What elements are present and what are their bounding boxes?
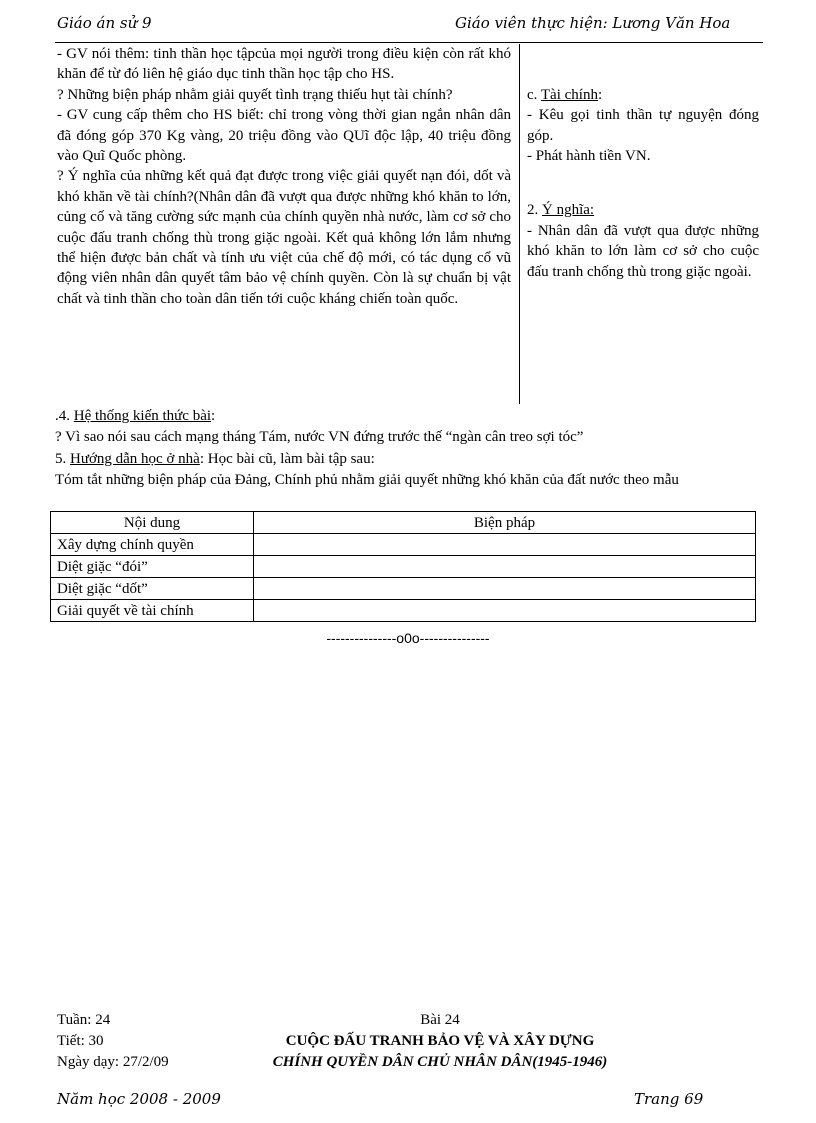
section-4-heading: .4. Hệ thống kiến thức bài: — [55, 408, 216, 424]
lesson-title-line-1: CUỘC ĐẤU TRANH BẢO VỆ VÀ XÂY DỰNG — [285, 1033, 595, 1049]
table-header-cell: Nội dung — [51, 512, 254, 534]
table-cell — [254, 600, 756, 622]
section-divider: ---------------o0o--------------- — [326, 630, 490, 646]
table-row — [51, 534, 756, 556]
table-cell: Diệt giặc “dốt” — [51, 578, 254, 600]
header-teacher: Giáo viên thực hiện: Lương Văn Hoa — [455, 14, 731, 32]
significance-heading: 2. Ý nghĩa: — [527, 202, 595, 219]
gv-note-paragraph: - GV nói thêm: tinh thần học tậpcủa mọi người trong điều kiện còn rất khó khăn để từ đó liên hệ giáo dục tinh thần học tập cho HS. — [57, 46, 511, 83]
table-row — [51, 578, 756, 600]
table-cell: Diệt giặc “đói” — [51, 556, 254, 578]
lesson-number: Bài 24 — [420, 1012, 460, 1028]
finance-heading: c. Tài chính: — [527, 86, 603, 103]
gv-contribution-paragraph: - GV cung cấp thêm cho HS biết: chỉ trong vòng thời gian ngắn nhân dân đã đóng góp 370 Kg vàng, 20 triệu đồng vào QUĩ độc lập, 40 triệu đồng vào Quĩ Quốc phòng. — [57, 107, 511, 165]
table-cell: Xây dựng chính quyền — [51, 534, 254, 556]
header-rule — [55, 42, 763, 43]
finance-question: ? Những biện pháp nhằm giải quyết tình trạng thiếu hụt tài chính? — [57, 86, 453, 103]
table-row — [51, 600, 756, 622]
column-divider — [519, 44, 520, 404]
section-4-question: ? Vì sao nói sau cách mạng tháng Tám, nước VN đứng trước thế “ngàn cân treo sợi tóc” — [55, 429, 584, 445]
content-column — [527, 44, 759, 282]
table-header-cell: Biện pháp — [254, 512, 756, 534]
footer-school-year: Năm học 2008 - 2009 — [57, 1090, 221, 1108]
table-cell: Giải quyết về tài chính — [51, 600, 254, 622]
significance-question: ? Ý nghĩa của những kết quả đạt được trong việc giải quyết nạn đói, dốt và khó khăn về tài chính?(Nhân dân đã vượt qua được những khó khăn to lớn, củng cố và tăng cường sức mạnh của chính quyền nhà nước, làm cơ sở cho cuộc đấu tranh chống thù trong giặc ngoài. Kết quả không lớn lắm nhưng thể hiện được bản chất và tính ưu việt của chế độ mới, có tác dụng cổ vũ động viên nhân dân quyết tâm bảo vệ chính quyền. Còn là sự chuẩn bị vật chất và tinh thần cho toàn dân tiến tới cuộc kháng chiến toàn quốc. — [57, 168, 511, 307]
finance-item: - Kêu gọi tinh thần tự nguyện đóng góp. — [527, 107, 759, 144]
table-row — [51, 556, 756, 578]
lesson-title-line-2: CHÍNH QUYỀN DÂN CHỦ NHÂN DÂN(1945-1946) — [272, 1054, 608, 1070]
period-label: Tiết: 30 — [57, 1033, 104, 1049]
teacher-activities-column — [57, 44, 511, 309]
header-subject: Giáo án sử 9 — [57, 14, 152, 32]
significance-text: - Nhân dân đã vượt qua được những khó khăn to lớn làm cơ sở cho cuộc đấu tranh chống thù trong giặc ngoài. — [527, 222, 759, 280]
finance-item: - Phát hành tiền VN. — [527, 148, 651, 165]
summary-table — [50, 511, 756, 622]
footer-page-number: Trang 69 — [634, 1090, 704, 1108]
table-cell — [254, 578, 756, 600]
week-label: Tuần: 24 — [57, 1012, 111, 1028]
section-5-heading: 5. Hướng dẫn học ở nhà: Học bài cũ, làm bài tập sau: — [55, 451, 375, 467]
teaching-date: Ngày dạy: 27/2/09 — [57, 1054, 169, 1070]
table-cell — [254, 556, 756, 578]
section-5-task: Tóm tắt những biện pháp của Đảng, Chính phủ nhằm giải quyết những khó khăn của đất nước theo mẫu — [55, 472, 679, 488]
table-cell — [254, 534, 756, 556]
table-header-row — [51, 512, 756, 534]
